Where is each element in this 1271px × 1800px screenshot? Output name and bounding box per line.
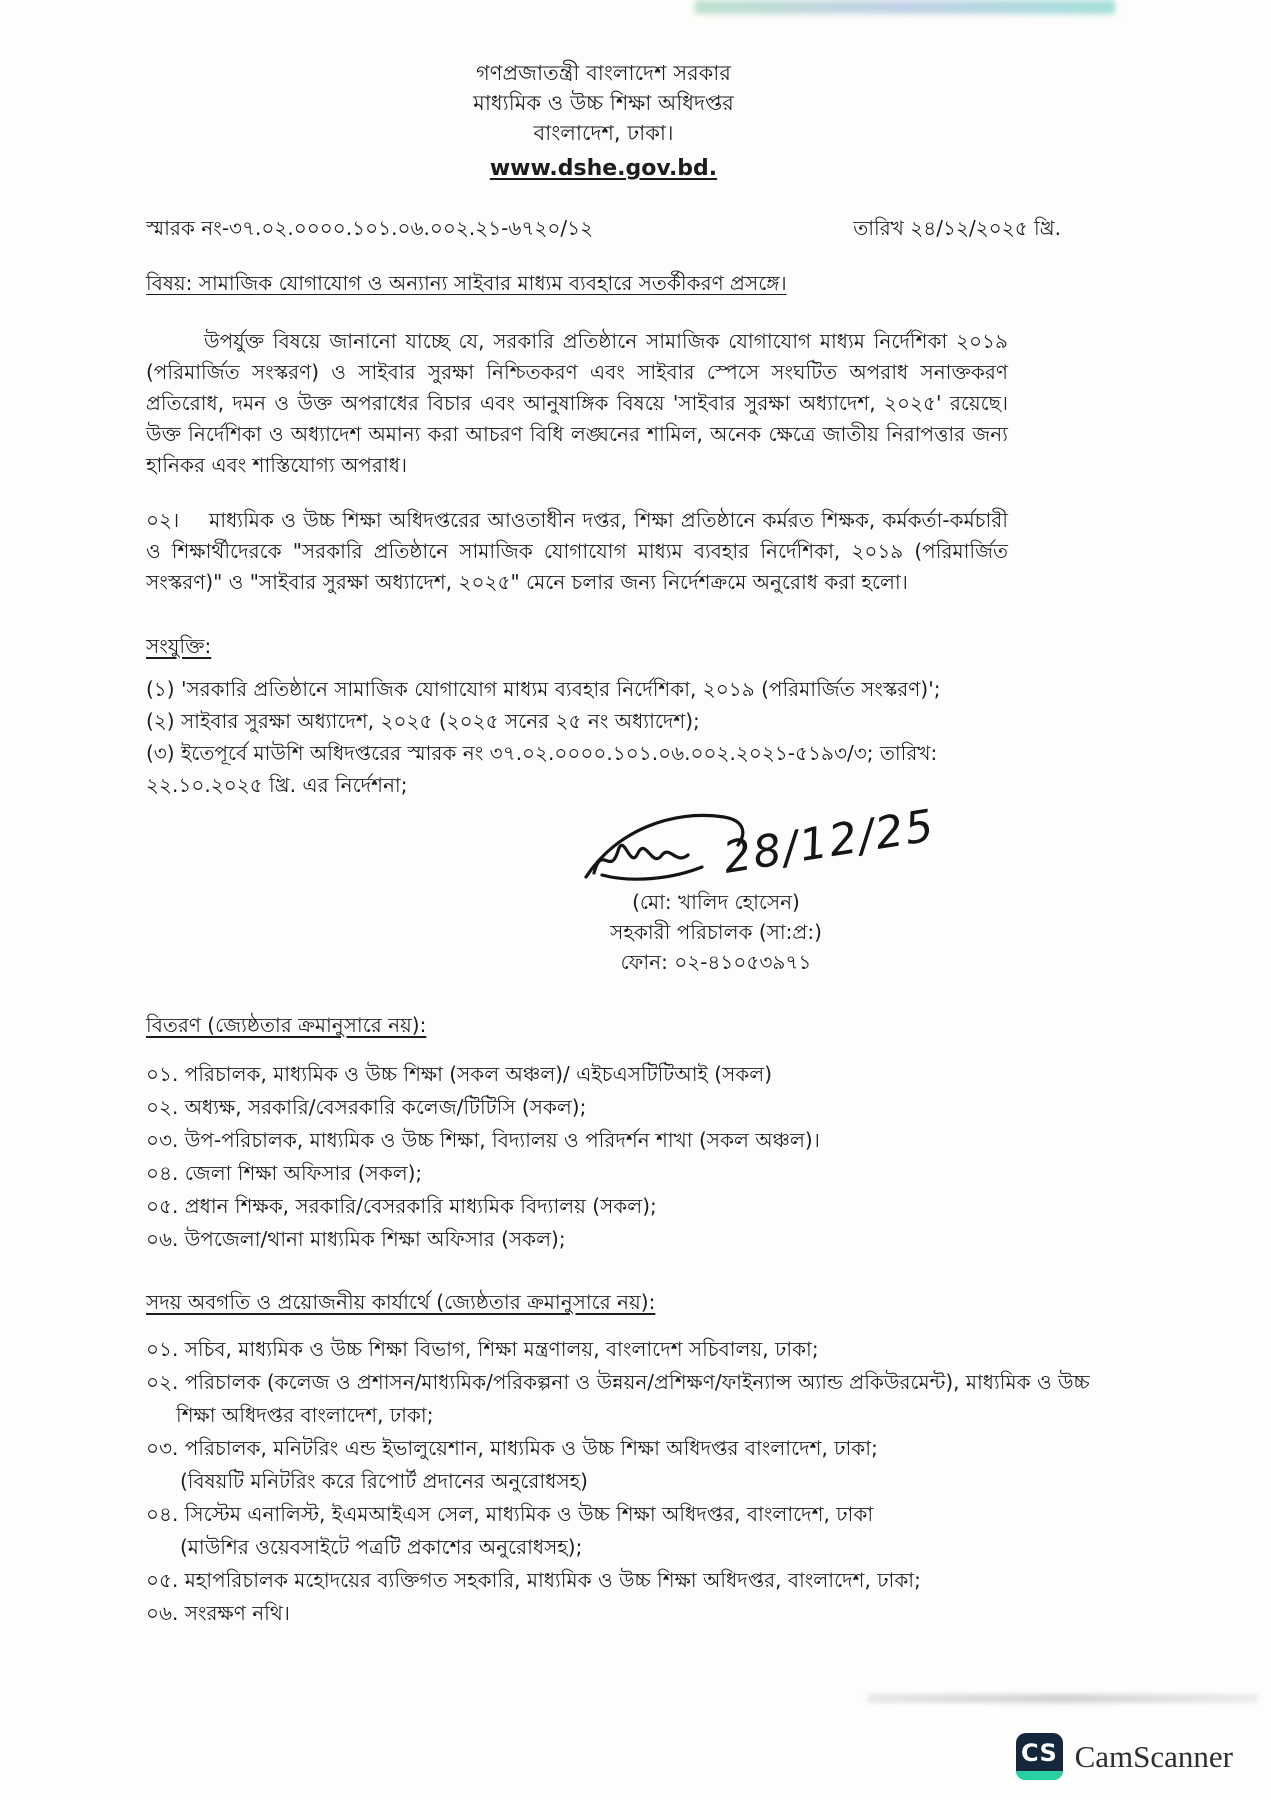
body-paragraph-1: উপর্যুক্ত বিষয়ে জানানো যাচ্ছে যে, সরকারি প্রতিষ্ঠানে সামাজিক যোগাযোগ মাধ্যম নির্দেশিকা ২০১৯ (পরিমার্জিত সংস্করণ) ও সাইবার সুরক্ষা নিশ্চিতকরণ এবং সাইবার স্পেসে সংঘটিত অপরাধ সনাক্তকরণ প্রতিরোধ, দমন ও উক্ত অপরাধের বিচার এবং আনুষাঙ্গিক বিষয়ে 'সাইবার সুরক্ষা অধ্যাদেশ, ২০২৫' রয়েছে। উক্ত নির্দেশিকা ও অধ্যাদেশ অমান্য করা আচরণ বিধি লঙ্ঘনের শামিল, অনেক ক্ষেত্রে জাতীয় নিরাপত্তার জন্য হানিকর এবং শাস্তিযোগ্য অপরাধ। [146, 329, 1008, 477]
camscanner-logo-accent-strip [1016, 1771, 1063, 1780]
camscanner-logo-icon [1016, 1733, 1063, 1780]
distribution-item: ০৬. উপজেলা/থানা মাধ্যমিক শিক্ষা অফিসার (সকল); [146, 1227, 566, 1251]
signatory-phone: ফোন: ০২-৪১০৫৩৯৭১ [620, 950, 812, 974]
cc-list [146, 1333, 1114, 1630]
cc-item-note: (বিষয়টি মনিটরিং করে রিপোর্ট প্রদানের অনুরোধসহ) [180, 1469, 588, 1493]
memo-meta-row [146, 214, 1061, 247]
subject-line: বিষয়: সামাজিক যোগাযোগ ও অন্যান্য সাইবার মাধ্যম ব্যবহারে সতর্কীকরণ প্রসঙ্গে। [146, 271, 787, 295]
scan-color-artifact [695, 0, 1115, 14]
signature-block [546, 800, 939, 977]
cc-item: ০১. সচিব, মাধ্যমিক ও উচ্চ শিক্ষা বিভাগ, শিক্ষা মন্ত্রণালয়, বাংলাদেশ সচিবালয়, ঢাকা; [146, 1337, 819, 1361]
paragraph-2-text: মাধ্যমিক ও উচ্চ শিক্ষা অধিদপ্তরের আওতাধীন দপ্তর, শিক্ষা প্রতিষ্ঠানে কর্মরত শিক্ষক, কর্মকর্তা-কর্মচারী ও শিক্ষার্থীদেরকে "সরকারি প্রতিষ্ঠানে সামাজিক যোগাযোগ মাধ্যম ব্যবহার নির্দেশিকা, ২০১৯ (পরিমার্জিত সংস্করণ)" ও "সাইবার সুরক্ষা অধ্যাদেশ, ২০২৫" মেনে চলার জন্য নির্দেশক্রমে অনুরোধ করা হলো। [146, 508, 1008, 594]
attachment-item: (১) 'সরকারি প্রতিষ্ঠানে সামাজিক যোগাযোগ মাধ্যম ব্যবহার নির্দেশিকা, ২০১৯ (পরিমার্জিত সংস্করণ)'; [146, 677, 941, 701]
attachment-item: (৩) ইতেপূর্বে মাউশি অধিদপ্তরের স্মারক নং ৩৭.০২.০০০০.১০১.০৬.০০২.২০২১-৫১৯৩/৩; তারিখ: ২২.১০.২০২৫ খ্রি. এর নির্দেশনা; [146, 741, 938, 797]
memo-date: তারিখ ২৪/১২/২০২৫ খ্রি. [853, 216, 1061, 240]
distribution-list [146, 1058, 1061, 1256]
memo-number: স্মারক নং-৩৭.০২.০০০০.১০১.০৬.০০২.২১-৬৭২০/১২ [146, 216, 594, 240]
cc-item-note: (মাউশির ওয়েবসাইটে পত্রটি প্রকাশের অনুরোধসহ); [180, 1535, 583, 1559]
distribution-item: ০৫. প্রধান শিক্ষক, সরকারি/বেসরকারি মাধ্যমিক বিদ্যালয় (সকল); [146, 1194, 657, 1218]
government-name: গণপ্রজাতন্ত্রী বাংলাদেশ সরকার [476, 61, 731, 85]
distribution-item: ০১. পরিচালক, মাধ্যমিক ও উচ্চ শিক্ষা (সকল অঞ্চল)/ এইচএসটিটিআই (সকল) [146, 1062, 773, 1086]
cc-item: ০৬. সংরক্ষণ নথি। [146, 1601, 290, 1625]
camscanner-watermark [1016, 1733, 1233, 1780]
handwritten-signature-image [576, 800, 939, 887]
paragraph-2-number: ০২। [146, 508, 180, 532]
cc-item: ০২. পরিচালক (কলেজ ও প্রশাসন/মাধ্যমিক/পরিকল্পনা ও উন্নয়ন/প্রশিক্ষণ/ফাইন্যান্স অ্যান্ড প্রকিউরমেন্ট), মাধ্যমিক ও উচ্চ শিক্ষা অধিদপ্তর বাংলাদেশ, ঢাকা; [146, 1370, 1090, 1427]
letterhead [146, 58, 1061, 184]
camscanner-brand-name: CamScanner [1074, 1738, 1233, 1774]
scan-smudge-artifact [868, 1694, 1258, 1703]
distribution-item: ০২. অধ্যক্ষ, সরকারি/বেসরকারি কলেজ/টিটিসি (সকল); [146, 1095, 587, 1119]
body-paragraph-2 [146, 505, 1008, 598]
distribution-item: ০৩. উপ-পরিচালক, মাধ্যমিক ও উচ্চ শিক্ষা, বিদ্যালয় ও পরিদর্শন শাখা (সকল অঞ্চল)। [146, 1128, 820, 1152]
cc-item: ০৪. সিস্টেম এনালিস্ট, ইএমআইএস সেল, মাধ্যমিক ও উচ্চ শিক্ষা অধিদপ্তর, বাংলাদেশ, ঢাকা [146, 1502, 874, 1526]
distribution-heading: বিতরণ (জ্যেষ্ঠতার ক্রমানুসারে নয়): [146, 1013, 427, 1037]
cc-item: ০৩. পরিচালক, মনিটরিং এন্ড ইভালুয়েশান, মাধ্যমিক ও উচ্চ শিক্ষা অধিদপ্তর বাংলাদেশ, ঢাকা; [146, 1436, 878, 1460]
signatory-name: (মো: খালিদ হোসেন) [632, 890, 800, 914]
cc-heading: সদয় অবগতি ও প্রয়োজনীয় কার্যার্থে (জ্যেষ্ঠতার ক্রমানুসারে নয়): [146, 1290, 656, 1314]
attachments-list [146, 673, 1046, 801]
website-url: www.dshe.gov.bd. [489, 156, 718, 181]
camscanner-logo-initials: CS [1020, 1739, 1058, 1767]
handwritten-date: 28/12/25 [719, 800, 939, 884]
attachment-item: (২) সাইবার সুরক্ষা অধ্যাদেশ, ২০২৫ (২০২৫ সনের ২৫ নং অধ্যাদেশ); [146, 709, 700, 733]
cc-item: ০৫. মহাপরিচালক মহোদয়ের ব্যক্তিগত সহকারি, মাধ্যমিক ও উচ্চ শিক্ষা অধিদপ্তর, বাংলাদেশ, ঢাকা; [146, 1568, 921, 1592]
signatory-designation: সহকারী পরিচালক (সা:প্র:) [610, 920, 822, 944]
location-line: বাংলাদেশ, ঢাকা। [533, 121, 674, 145]
distribution-item: ০৪. জেলা শিক্ষা অফিসার (সকল); [146, 1161, 423, 1185]
attachments-heading: সংযুক্তি: [146, 634, 212, 658]
directorate-name: মাধ্যমিক ও উচ্চ শিক্ষা অধিদপ্তর [473, 91, 734, 115]
